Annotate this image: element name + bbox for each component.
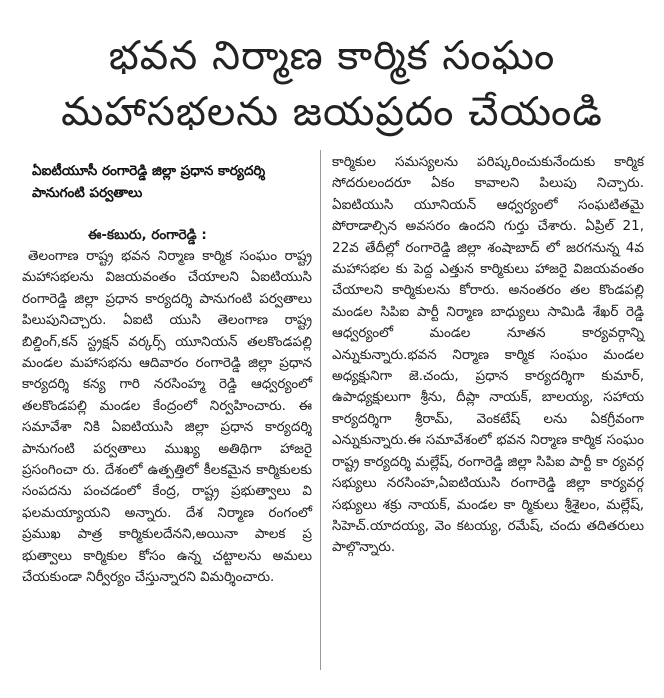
headline-line-1: భవన నిర్మాణ కార్మిక సంఘం (108, 33, 556, 79)
headline (0, 28, 664, 140)
byline-title: ఏఐటీయూసీ రంగారెడ్డి జిల్లా ప్రధాన కార్యదర్శి (32, 163, 266, 179)
byline (32, 160, 312, 204)
right-column (332, 152, 644, 559)
headline-line-2: మహాసభలను జయప్రదం చేయండి (61, 89, 603, 135)
column-divider (320, 150, 321, 670)
dateline: ఈ-కబురు, రంగారెడ్డి : (88, 227, 207, 243)
article-body-right: కార్మికుల సమస్యలను పరిష్కరించుకునేందుకు కార్మిక సోదరులందరూ ఏకం కావాలని పిలుపు నిచ్చారు. ఏఐటియుసి యూనియన్ ఆధ్వర్యంలో సంఘటితమై పోరాడాల్సిన అవసరం ఉందని గుర్తు చేశారు. ఏప్రిల్ 21, 22వ తేదీల్లో రంగారెడ్డి జిల్లా శంషాబాద్ లో జరగనున్న 4వ మహాసభల కు పెద్ద ఎత్తున కార్మికులు హాజరై విజయవంతం చేయాలని కార్మికులను కోరారు. అనంతరం తల కొండపల్లి మండల సిపిఐ పార్టీ నిర్మాణ బాధ్యులు సామిడి శేఖర్ రెడ్డి ఆధ్వర్యంలో మండల నూతన కార్యవర్గాన్ని ఎన్నుకున్నారు.భవన నిర్మాణ కార్మిక సంఘం మండల అధ్యక్షునిగా జె.చందు, ప్రధాన కార్యదర్శిగా కుమార్, ఉపాధ్యక్షులుగా శ్రీను, దీప్లా నాయక్, బాలయ్య, సహాయ కార్యదర్శిగా శ్రీరామ్, వెంకటేష్ లను ఏకగ్రీవంగా ఎన్నుకున్నారు.ఈ సమావేశంలో భవన నిర్మాణ కార్మిక సంఘం రాష్ట్ర కార్యదర్శి మల్లేష్, రంగారెడ్డి జిల్లా సిపిఐ పార్టీ కా ర్యవర్గ సభ్యులు నరసింహ,ఏఐటియుసి రంగారెడ్డి జిల్లా కార్యవర్గ సభ్యులు శక్రు నాయక్, మండల కా ర్మికులు శ్రీశైలం, మల్లేష్, సిహెచ్.యాదయ్య, వెం కటయ్య, రమేష్, చందు తదితరులు పాల్గొన్నారు. (332, 154, 644, 556)
article-body-left: తెలంగాణ రాష్ట్ర భవన నిర్మాణ కార్మిక సంఘం రాష్ట్ర మహాసభలను విజయవంతం చేయాలని ఏఐటియుసి రంగారెడ్డి జిల్లా ప్రధాన కార్యదర్శి పానుగంటి పర్వతాలు పిలుపునిచ్చారు. ఏఐటి యుసి తెలంగాణ రాష్ట్ర బిల్డింగ్,కన్ స్ట్రక్షన్ వర్కర్స్ యూనియన్ తలకొండపల్లి మండల మహాసభను ఆదివారం రంగారెడ్డి జిల్లా ప్రధాన కార్యదర్శి కన్య గారి నరసింహ్మ రెడ్డి ఆధ్వర్యంలో తలకొండపల్లి మండల కేంద్రంలో నిర్వహించారు. ఈ సమావేశా నికి ఏఐటియుసి జిల్లా ప్రధాన కార్యదర్శి పానుగంటి పర్వతాలు ముఖ్య అతిథిగా హాజరై ప్రసంగించా రు. దేశంలో ఉత్పత్తిలో కీలకమైన కార్మికులకు సంపదను పంచడంలో కేంద్ర, రాష్ట్ర ప్రభుత్వాలు వి ఫలమయ్యాయని అన్నారు. దేశ నిర్మాణ రంగంలో ప్రముఖ పాత్ర కార్మికులదేనని,అయినా పాలక ప్ర భుత్వాలు కార్మికుల కోసం ఉన్న చట్టాలను అమలు చేయకుండా నిర్వీర్యం చేస్తున్నారని విమర్శించారు. (22, 248, 312, 586)
byline-name: పానుగంటి పర్వతాలు (32, 185, 143, 201)
left-column (22, 152, 312, 589)
